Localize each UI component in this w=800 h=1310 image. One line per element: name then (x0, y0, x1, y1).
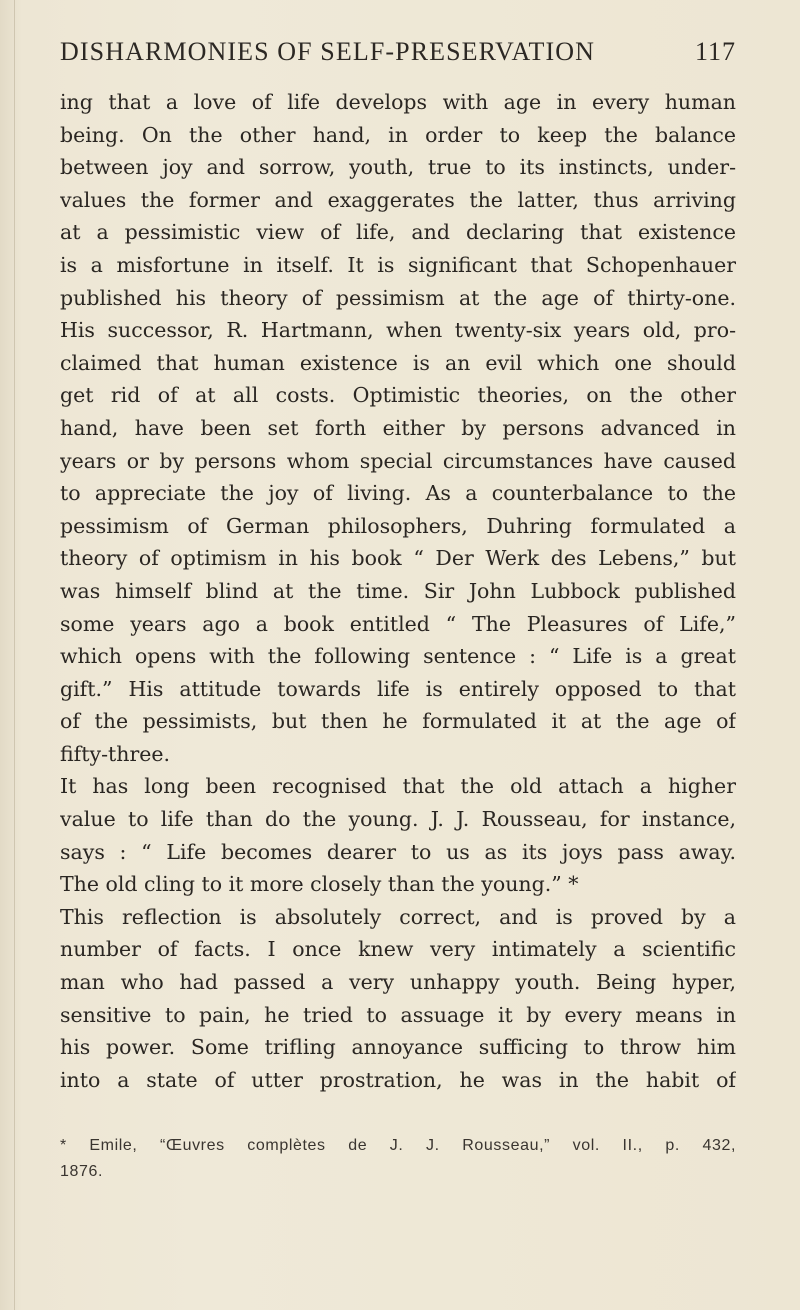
page-number: 117 (694, 37, 736, 66)
text-line: says : “ Life becomes dearer to us as its joys pass away. (60, 839, 736, 864)
text-line: fifty-three. (60, 741, 171, 766)
running-title: DISHARMONIES OF SELF-PRESERVATION (60, 37, 596, 66)
text-line: years or by persons whom special circumstances have caused (60, 448, 736, 473)
text-line: man who had passed a very unhappy youth. Being hyper, (60, 970, 736, 995)
text-line: to appreciate the joy of living. As a counterbalance to the (60, 481, 736, 506)
text-line: published his theory of pessimism at the age of thirty-one. (60, 285, 736, 310)
text-line: pessimism of German philosophers, Duhring formulated a (60, 513, 736, 538)
text-line: into a state of utter prostration, he was in the habit of (60, 1067, 736, 1092)
text-line: number of facts. I once knew very intimately a scientific (60, 937, 736, 962)
text-line: values the former and exaggerates the latter, thus arriving (60, 187, 736, 212)
body-text (60, 86, 736, 1096)
text-line: some years ago a book entitled “ The Pleasures of Life,” (60, 611, 736, 636)
text-line: gift.” His attitude towards life is entirely opposed to that (60, 676, 736, 701)
text-line: value to life than do the young. J. J. Rousseau, for instance, (60, 807, 736, 832)
text-line: ing that a love of life develops with age in every human (60, 90, 736, 114)
text-line: The old cling to it more closely than the young.” * (60, 872, 579, 897)
text-line: was himself blind at the time. Sir John Lubbock published (60, 578, 736, 603)
text-line: which opens with the following sentence : “ Life is a great (60, 644, 736, 669)
footnote-line: * Emile, “Œuvres complètes de J. J. Rousseau,” vol. II., p. 432, (60, 1137, 736, 1154)
text-line: get rid of at all costs. Optimistic theories, on the other (60, 383, 736, 408)
page-gutter (14, 0, 15, 1310)
text-line: between joy and sorrow, youth, true to its instincts, under- (60, 155, 736, 180)
text-line: his power. Some trifling annoyance sufficing to throw him (60, 1035, 736, 1060)
text-line: being. On the other hand, in order to keep the balance (60, 122, 736, 147)
text-line: hand, have been set forth either by persons advanced in (60, 415, 736, 440)
text-line: This reflection is absolutely correct, and is proved by a (60, 904, 736, 929)
text-line: is a misfortune in itself. It is significant that Schopenhauer (60, 252, 736, 277)
text-line: of the pessimists, but then he formulated it at the age of (60, 709, 736, 734)
text-line: sensitive to pain, he tried to assuage it by every means in (60, 1002, 736, 1027)
text-line: It has long been recognised that the old attach a higher (60, 774, 736, 799)
text-line: theory of optimism in his book “ Der Werk des Lebens,” but (60, 546, 736, 571)
text-line: His successor, R. Hartmann, when twenty-six years old, pro- (60, 318, 736, 343)
text-line: claimed that human existence is an evil which one should (60, 350, 736, 375)
text-line: at a pessimistic view of life, and declaring that existence (60, 220, 736, 245)
footnote-line: 1876. (60, 1163, 104, 1180)
footnote (60, 1133, 736, 1185)
running-header (60, 37, 736, 67)
